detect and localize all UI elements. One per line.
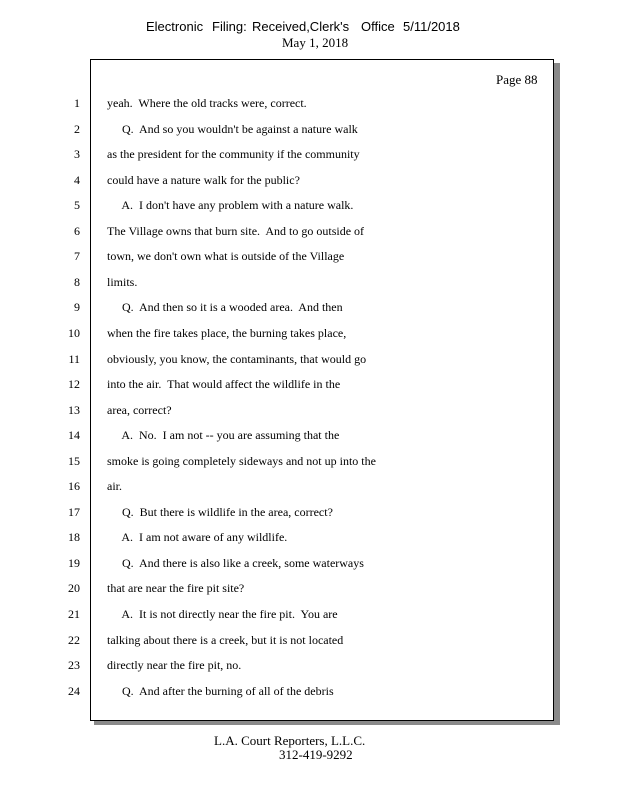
footer-company: L.A. Court Reporters, L.L.C.: [214, 733, 366, 748]
line-text: A. I am not aware of any wildlife.: [107, 530, 288, 545]
transcript-line: [0, 398, 618, 424]
line-text: Q. And there is also like a creek, some waterways: [107, 555, 364, 570]
transcript-line: [0, 602, 618, 628]
line-number: 10: [68, 325, 80, 340]
line-number: 20: [68, 581, 80, 596]
transcript-line: [0, 372, 618, 398]
line-number: 9: [74, 300, 80, 315]
transcript-line: [0, 551, 618, 577]
line-text: Q. And after the burning of all of the debris: [107, 683, 334, 698]
transcript-line: [0, 219, 618, 245]
line-number: 15: [68, 453, 80, 468]
line-number: 21: [68, 607, 80, 621]
line-text: talking about there is a creek, but it is not located: [107, 632, 344, 647]
line-text: directly near the fire pit, no.: [107, 658, 242, 673]
line-text: that are near the fire pit site?: [107, 581, 245, 596]
line-text: when the fire takes place, the burning takes place,: [107, 325, 347, 340]
transcript-line: [0, 193, 618, 219]
transcript-line: [0, 474, 618, 500]
document-date: May 1, 2018: [282, 35, 349, 50]
footer-phone: 312-419-9292: [279, 747, 353, 762]
line-text: smoke is going completely sideways and not up into the: [107, 453, 376, 468]
transcript-line: [0, 525, 618, 551]
page-number: Page 88: [496, 72, 538, 87]
line-text: A. It is not directly near the fire pit. You are: [107, 607, 338, 621]
transcript-line: [0, 295, 618, 321]
transcript-line: [0, 423, 618, 449]
line-number: 11: [68, 351, 80, 366]
transcript-line: [0, 653, 618, 679]
transcript-line: [0, 576, 618, 602]
line-text: could have a nature walk for the public?: [107, 172, 300, 187]
transcript-line: [0, 321, 618, 347]
line-number: 2: [74, 121, 80, 136]
filing-stamp-received: Received,Clerk's: [252, 19, 350, 34]
line-number: 8: [74, 274, 80, 289]
line-text: Q. And so you wouldn't be against a nature walk: [107, 121, 358, 136]
line-number: 23: [68, 658, 80, 673]
filing-stamp-date: 5/11/2018: [403, 19, 460, 34]
line-number: 5: [74, 198, 80, 213]
transcript-line: [0, 91, 618, 117]
line-number: 16: [68, 479, 80, 494]
transcript-line: [0, 500, 618, 526]
transcript-line: [0, 449, 618, 475]
filing-stamp-filing: Filing:: [212, 19, 247, 34]
line-number: 12: [68, 377, 80, 392]
line-text: A. No. I am not -- you are assuming that the: [107, 428, 340, 443]
transcript-line: [0, 270, 618, 296]
line-number: 7: [74, 249, 80, 264]
line-text: town, we don't own what is outside of the Village: [107, 249, 345, 264]
line-number: 13: [68, 402, 80, 417]
line-text: limits.: [107, 274, 138, 289]
line-text: The Village owns that burn site. And to go outside of: [107, 223, 365, 238]
line-number: 19: [68, 555, 80, 570]
transcript-line: [0, 347, 618, 373]
transcript-line: [0, 117, 618, 143]
transcript-line: [0, 244, 618, 270]
line-number: 14: [68, 428, 80, 443]
transcript-line: [0, 168, 618, 194]
line-text: obviously, you know, the contaminants, that would go: [107, 351, 367, 366]
line-text: Q. And then so it is a wooded area. And then: [107, 300, 343, 315]
line-text: Q. But there is wildlife in the area, correct?: [107, 504, 333, 519]
line-number: 24: [68, 683, 80, 698]
line-number: 3: [74, 147, 80, 162]
line-number: 6: [74, 223, 80, 238]
filing-stamp-label: Electronic: [146, 19, 204, 34]
transcript-line: [0, 628, 618, 654]
line-number: 18: [68, 530, 80, 545]
line-text: A. I don't have any problem with a nature walk.: [107, 198, 354, 213]
line-number: 4: [74, 172, 80, 187]
line-text: yeah. Where the old tracks were, correct.: [107, 96, 307, 110]
line-text: as the president for the community if the community: [107, 147, 360, 162]
line-number: 1: [74, 96, 80, 110]
line-text: air.: [107, 479, 122, 494]
filing-stamp-office: Office: [361, 19, 395, 34]
transcript-line: [0, 142, 618, 168]
transcript-line: [0, 679, 618, 705]
line-number: 17: [68, 504, 80, 519]
line-number: 22: [68, 632, 80, 647]
line-text: area, correct?: [107, 402, 172, 417]
line-text: into the air. That would affect the wildlife in the: [107, 377, 341, 392]
